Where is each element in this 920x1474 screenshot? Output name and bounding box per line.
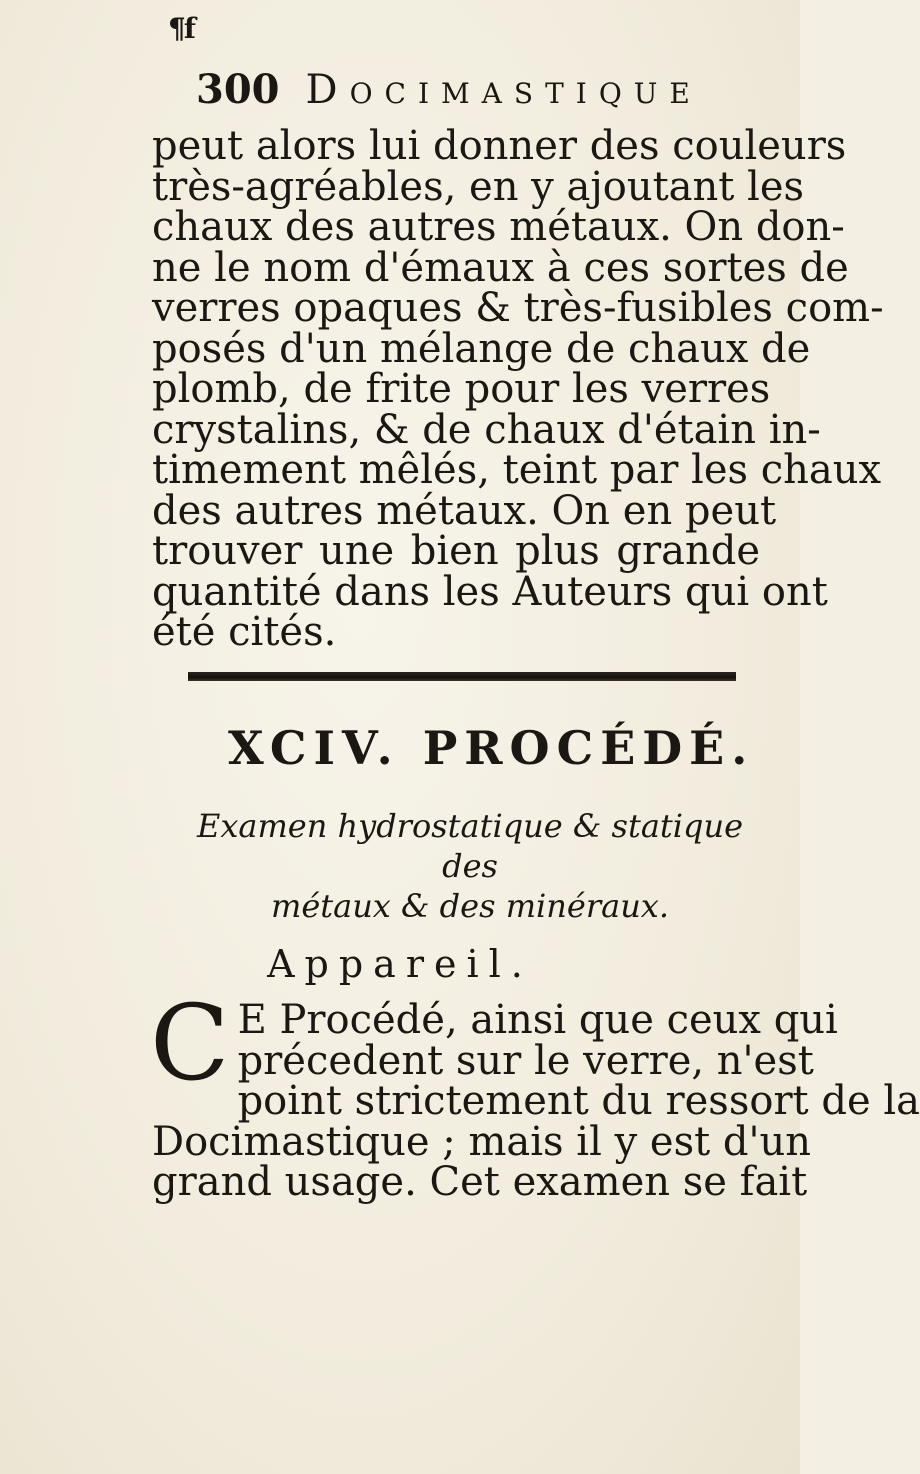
text-line: ne le nom d'émaux à ces sortes de (152, 244, 849, 291)
section-heading: XCIV. PROCÉDÉ. (228, 721, 755, 775)
subtitle-line: Examen hydrostatique & statique des (196, 807, 744, 885)
section-divider-rule (188, 672, 736, 681)
text-line: quantité dans les Auteurs qui ont (152, 568, 828, 615)
text-line: trouver une bien plus grande (152, 528, 760, 574)
text-line: crystalins, & de chaux d'étain in- (152, 406, 821, 453)
text-line: Docimastique ; mais il y est d'un (152, 1118, 812, 1165)
text-line: peut alors lui donner des couleurs (152, 123, 847, 169)
subtitle-line: métaux & des minéraux. (270, 887, 670, 925)
text-line: grand usage. Cet examen se fait (152, 1159, 808, 1205)
drop-cap: C (150, 982, 230, 1104)
text-line: chaux des autres métaux. On don- (152, 204, 845, 250)
text-line: des autres métaux. On en peut (152, 487, 777, 534)
text-line: timement mêlés, teint par les chaux (152, 447, 882, 493)
text-line: verres opaques & très-fusibles com- (152, 285, 884, 331)
text-line: point strictement du ressort de la (237, 1078, 920, 1124)
signature-mark: ¶f (168, 12, 194, 45)
apparatus-heading: Appareil. (267, 942, 533, 986)
text-line: très-agréables, en y ajoutant les (152, 163, 805, 210)
text-line: été cités. (152, 609, 337, 655)
text-line: plomb, de frite pour les verres (152, 366, 771, 412)
running-head (196, 66, 716, 113)
section-subtitle (190, 806, 750, 926)
text-line: précedent sur le verre, n'est (237, 1037, 814, 1084)
body-paragraph (152, 123, 884, 655)
text-line: E Procédé, ainsi que ceux qui (237, 997, 838, 1043)
text-line: posés d'un mélange de chaux de (152, 325, 811, 372)
running-title: Docimastique (305, 67, 702, 113)
page-number: 300 (196, 66, 280, 113)
opening-paragraph (150, 982, 920, 1205)
